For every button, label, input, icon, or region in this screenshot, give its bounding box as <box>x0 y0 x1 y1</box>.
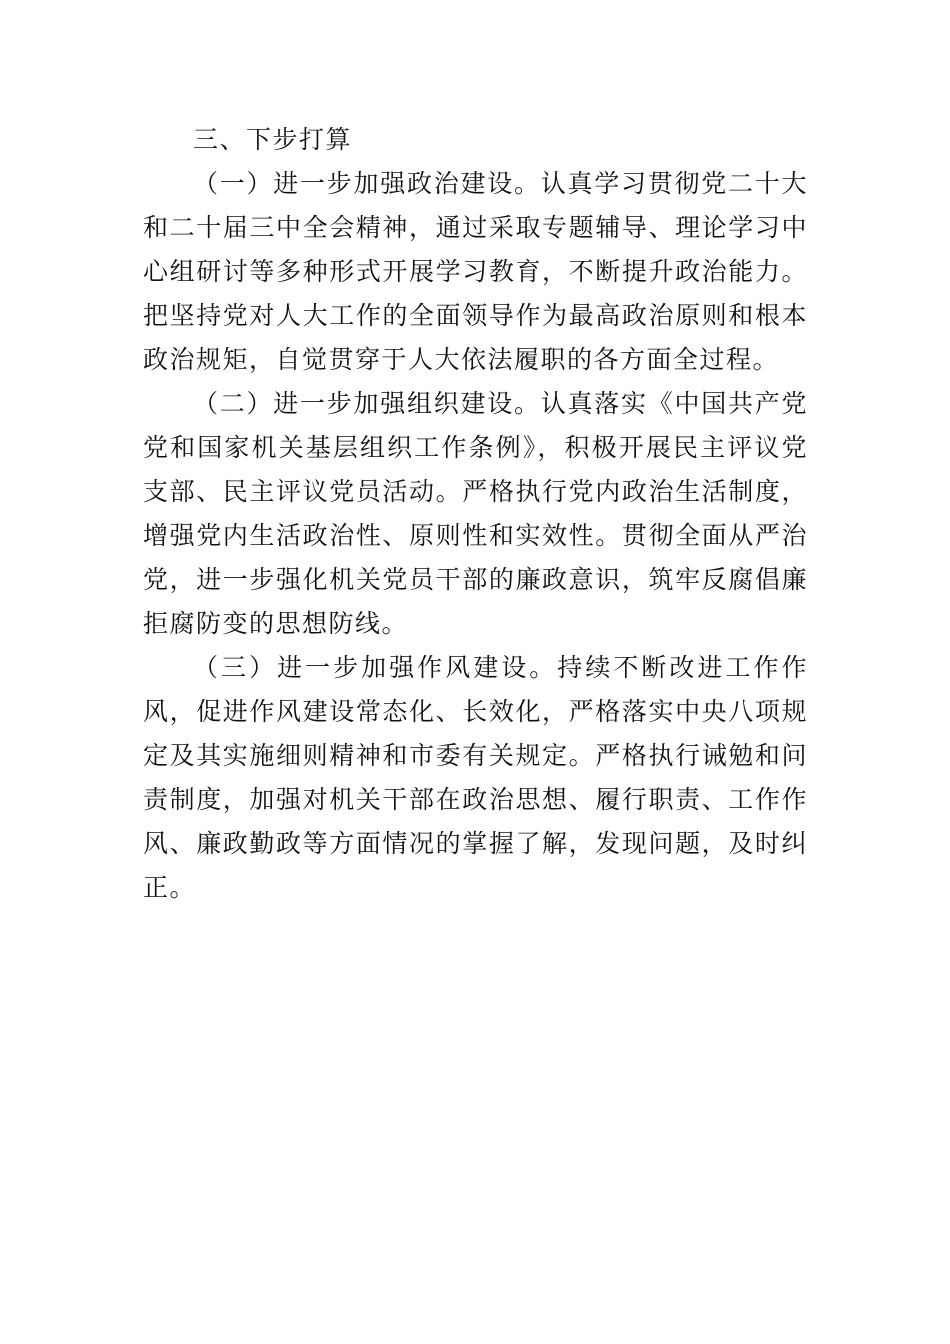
document-body <box>143 118 808 910</box>
section-heading: 三、下步打算 <box>193 125 353 154</box>
paragraph-organizational-construction: （二）进一步加强组织建设。认真落实《中国共产党党和国家机关基层组织工作条例》，积极开展民主评议党支部、民主评议党员活动。严格执行党内政治生活制度，增强党内生活政治性、原则性和实效性。贯彻全面从严治党，进一步强化机关党员干部的廉政意识，筑牢反腐倡廉拒腐防变的思想防线。 <box>143 389 808 638</box>
paragraph-political-construction: （一）进一步加强政治建设。认真学习贯彻党二十大和二十届三中全会精神，通过采取专题辅导、理论学习中心组研讨等多种形式开展学习教育，不断提升政治能力。把坚持党对人大工作的全面领导作为最高政治原则和根本政治规矩，自觉贯穿于人大依法履职的各方面全过程。 <box>143 169 808 374</box>
paragraph-work-style-construction: （三）进一步加强作风建设。持续不断改进工作作风，促进作风建设常态化、长效化，严格落实中央八项规定及其实施细则精神和市委有关规定。严格执行诫勉和问责制度，加强对机关干部在政治思想、履行职责、工作作风、廉政勤政等方面情况的掌握了解，发现问题，及时纠正。 <box>143 653 808 902</box>
